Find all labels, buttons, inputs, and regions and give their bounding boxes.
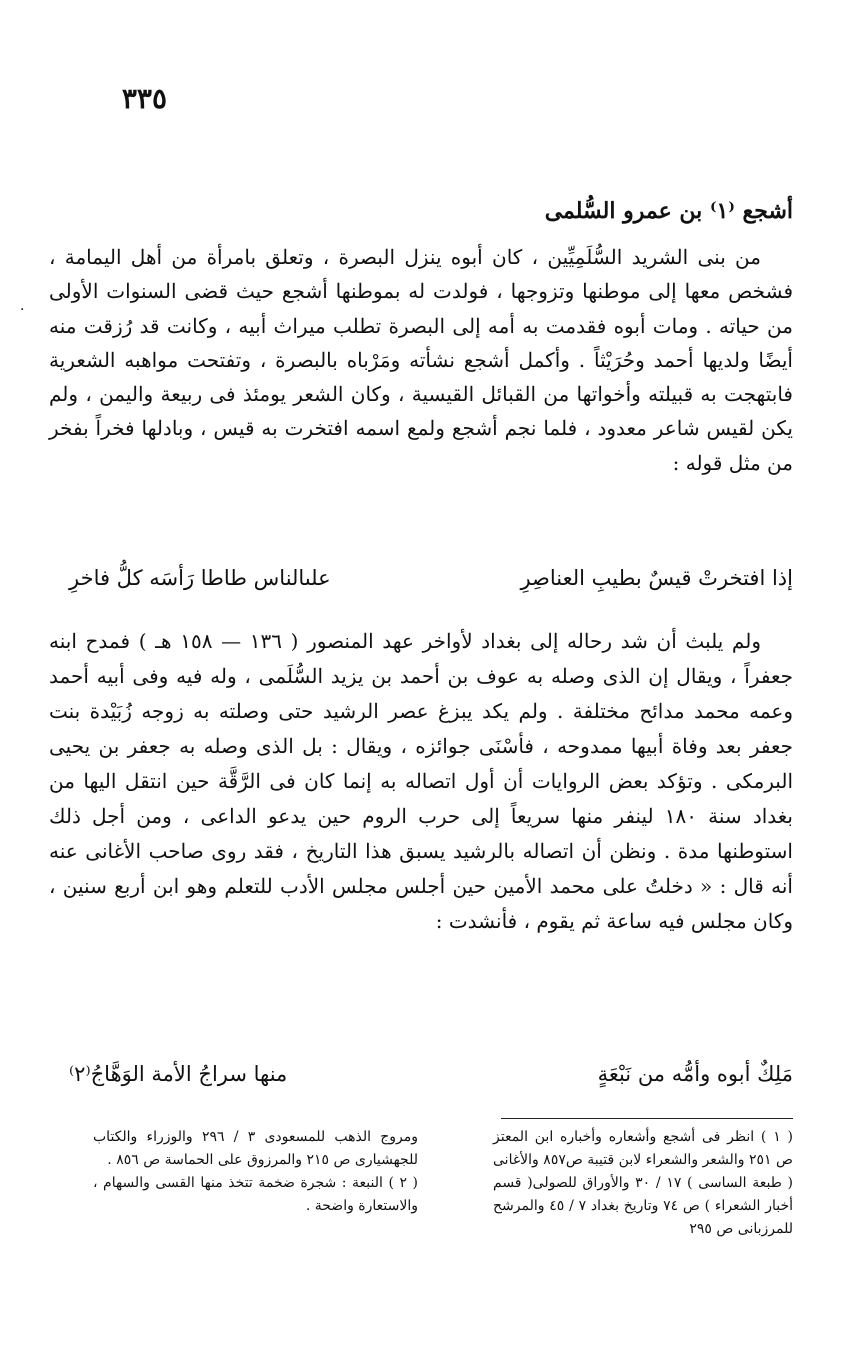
verse-first-hemistich: إذا افتخرتْ قيسٌ بطيبِ العناصِرِ [520, 566, 793, 590]
paragraph: ولم يلبث أن شد رحاله إلى بغداد لأواخر عهد المنصور ( ١٣٦ — ١٥٨ هـ ) فمدح ابنه جعفراً ، ويقال إن الذى وصله به عوف بن أحمد بن يزيد السُّلَمى ، وله فيه وفى أبيه أحمد وعمه محمد مدائح مختلفة . ولم يكد يبزغ عصر الرشيد حتى وصلته به زوجه زُبَيْدة بنت جعفر بعد وفاة أبيها ممدوحه ، فأسْنَى جوائزه ، ويقال : بل الذى وصله به جعفر بن يحيى البرمكى . وتؤكد بعض الروايات أن أول اتصاله به إنما كان فى الرَّقَّة حين انتقل اليها من بغداد سنة ١٨٠ لينفر منها سريعاً إلى حرب الروم حين يدعو الداعى ، ومن أجل ذلك استوطنها مدة . ونظن أن اتصاله بالرشيد يسبق هذا التاريخ ، فقد روى صاحب الأغانى عنه أنه قال : « دخلتُ على محمد الأمين حين أجلس مجلس الأدب للتعلم وهو ابن أربع سنين ، وكان مجلس فيه ساعة ثم يقوم ، فأنشدت : [49, 629, 793, 933]
body-text-section-1 [49, 240, 793, 480]
verse-first-hemistich: مَلِكٌ أبوه وأمُّه من نَبْعَةٍ [597, 1062, 793, 1086]
verse-line [49, 1062, 793, 1102]
page-number: ٣٣٥ [121, 82, 167, 115]
footnote-1-continued: ومروج الذهب للمسعودى ٣ / ٢٩٦ والوزراء والكتاب للجهشيارى ص ٢١٥ والمرزوق على الحماسة ص ٨٥٦ . [93, 1129, 418, 1168]
verse-second-hemistich: منها سراجُ الأمة الوَهَّاجُ⁽٢⁾ [69, 1062, 288, 1086]
footnote-column-left [93, 1126, 418, 1218]
verse-second-hemistich: علىالناس طاطا رَأسَه كلُّ فاخرِ [69, 566, 331, 590]
stray-mark: . [20, 298, 25, 314]
footnote-1: ( ١ ) انظر فى أشجع وأشعاره وأخباره ابن المعتز ص ٢٥١ والشعر والشعراء لابن قتيبة ص٨٥٧ والأغانى ( طبعة الساسى ) ١٧ / ٣٠ والأوراق للصولى( قسم أخبار الشعراء ) ص ٧٤ وتاريخ بغداد ٧ / ٤٥ والمرشح للمرزبانى ص ٢٩٥ [493, 1129, 793, 1237]
body-text-section-2 [49, 624, 793, 939]
footnote-column-right [493, 1126, 793, 1241]
footnote-divider [501, 1118, 793, 1119]
paragraph: من بنى الشريد السُّلَمِيِّين ، كان أبوه ينزل البصرة ، وتعلق بامرأة من أهل اليمامة ، فشخص معها إلى موطنها وتزوجها ، فولدت له بموطنها أشجع حيث قضى السنوات الأولى من حياته . ومات أبوه فقدمت به أمه إلى البصرة تطلب ميراث أبيه ، وكانت قد رُزقت منه أيضًا ولديها أحمد وحُرَيْثاً . وأكمل أشجع نشأته ومَرْباه بالبصرة ، وتفتحت مواهبه الشعرية فابتهجت به قبيلته وأخواتها من القبائل القيسية ، وكان الشعر يومئذ فى ربيعة واليمن ، ولم يكن لقيس شاعر معدود ، فلما نجم أشجع ولمع اسمه افتخرت به قيس ، وبادلها فخراً بفخر من مثل قوله : [49, 245, 793, 475]
footnote-2: ( ٢ ) النبعة : شجرة ضخمة تتخذ منها القسى والسهام ، والاستعارة واضحة . [93, 1175, 418, 1214]
verse-line [49, 566, 793, 606]
section-heading: أشجع ⁽١⁾ بن عمرو السُّلمى [544, 198, 793, 224]
